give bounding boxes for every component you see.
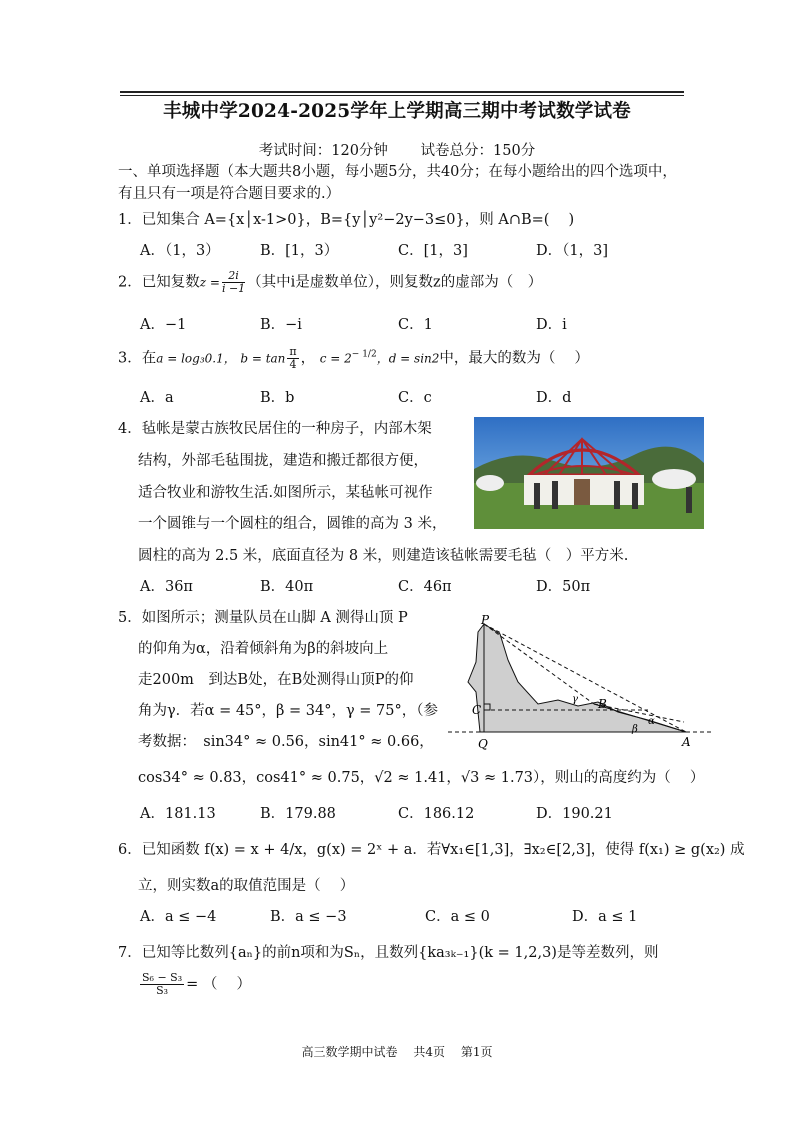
exam-time: 考试时间：120分钟 — [258, 143, 388, 159]
top-rule-thick — [120, 91, 684, 93]
q2-option-a: A．−1 — [140, 317, 187, 333]
q7-fraction: $\frac{\text{S₆ − S₃}}{\text{S₃}}$ — [142, 971, 183, 997]
q6-option-b: B．a ≤ −3 — [270, 909, 347, 925]
question-5-line-1: 5．如图所示；测量队员在山脚 A 测得山顶 P — [118, 610, 408, 626]
mountain-diagram — [448, 612, 714, 752]
page-title: 丰城中学2024-2025学年上学期高三期中考试数学试卷 — [163, 101, 631, 122]
q3-option-d: D．d — [536, 390, 572, 406]
label-Q: Q — [478, 737, 488, 751]
q6-option-a: A．a ≤ −4 — [140, 909, 217, 925]
question-4-line-5: 圆柱的高为 2.5 米，底面直径为 8 米，则建造该毡帐需要毛毡（ ）平方米. — [138, 548, 629, 564]
label-A: A — [682, 735, 691, 749]
question-4-line-2: 结构，外部毛毡围拢，建造和搬迁都很方便， — [138, 453, 428, 469]
question-2-stem: 2．已知复数z = $\frac{2i}{i -1}$ （其中i是虚数单位），则复数z的虚部为（ ） — [118, 269, 543, 295]
label-B: B — [598, 697, 607, 711]
question-3-stem: 3．在a = log₃0.1， b = tan $\frac{\pi}{4}$ ， $c = 2^{- 1/2}$，d = sin2中，最大的数为（ ） — [118, 345, 590, 371]
label-alpha: α — [648, 716, 655, 727]
q6-option-c: C．a ≤ 0 — [425, 909, 490, 925]
q3-fraction: $\frac{\pi}{4}$ — [289, 345, 297, 371]
question-1-stem: 1．已知集合 A={x│x-1>0}，B={y│y²−2y−3≤0}，则 A∩B=( ) — [118, 212, 575, 228]
q6-option-d: D．a ≤ 1 — [572, 909, 638, 925]
question-6-line-2: 立，则实数a的取值范围是（ ） — [138, 878, 355, 894]
q4-option-c: C．46π — [398, 579, 452, 595]
q4-option-b: B．40π — [260, 579, 314, 595]
question-4-line-4: 一个圆锥与一个圆柱的组合，圆锥的高为 3 米， — [138, 516, 447, 532]
question-5-line-3: 走200m 到达B处，在B处测得山顶P的仰 — [138, 672, 414, 688]
question-7-line-1: 7．已知等比数列{aₙ}的前n项和为Sₙ，且数列{ka₃ₖ₋₁}(k = 1,2,3)是等差数列，则 — [118, 945, 659, 961]
section1-header: 一、单项选择题（本大题共8小题，每小题5分，共40分；在每小题给出的四个选项中，有且只有一项是符合题目要求的.） — [118, 164, 677, 202]
q1-option-b: B．[1，3） — [260, 243, 339, 259]
total-score: 试卷总分：150分 — [420, 143, 536, 159]
q3-option-c: C．c — [398, 390, 432, 406]
page-footer: 高三数学期中试卷 共4页 第1页 — [301, 1045, 493, 1059]
q5-option-c: C．186.12 — [398, 806, 475, 822]
q1-option-a: A．（1，3） — [140, 243, 220, 259]
question-4-line-1: 4．毡帐是蒙古族牧民居住的一种房子，内部木架 — [118, 421, 432, 437]
question-5-line-6: cos34° ≈ 0.83，cos41° ≈ 0.75，√2 ≈ 1.41，√3 ≈ 1.73），则山的高度约为（ ） — [138, 770, 705, 786]
question-5-line-4: 角为γ．若α = 45°，β = 34°，γ = 75°，（参 — [138, 703, 438, 719]
q3-option-a: A．a — [140, 390, 174, 406]
q2-option-d: D．i — [536, 317, 567, 333]
q2-fraction: $\frac{2i}{i -1}$ — [221, 269, 246, 295]
q3-option-b: B．b — [260, 390, 295, 406]
question-4-line-3: 适合牧业和游牧生活.如图所示，某毡帐可视作 — [138, 485, 433, 501]
q5-option-d: D．190.21 — [536, 806, 613, 822]
q5-option-a: A．181.13 — [140, 806, 216, 822]
label-beta: β — [632, 724, 638, 735]
q4-option-d: D．50π — [536, 579, 591, 595]
top-rule-thin — [120, 95, 684, 96]
exam-info — [0, 139, 794, 160]
question-5-line-5: 考数据： sin34° ≈ 0.56，sin41° ≈ 0.66， — [138, 734, 434, 750]
label-C: C — [472, 703, 482, 717]
q2-option-b: B．−i — [260, 317, 302, 333]
q4-option-a: A．36π — [140, 579, 193, 595]
label-P: P — [481, 613, 490, 627]
question-6-line-1: 6．已知函数 f(x) = x + 4/x，g(x) = 2ˣ + a．若∀x₁∈[1,3]，∃x₂∈[2,3]，使得 f(x₁) ≥ g(x₂) 成 — [118, 842, 745, 858]
q5-option-b: B．179.88 — [260, 806, 336, 822]
q1-option-c: C．[1，3] — [398, 243, 468, 259]
q2-option-c: C．1 — [398, 317, 433, 333]
question-5-line-2: 的仰角为α，沿着倾斜角为β的斜坡向上 — [138, 641, 389, 657]
question-7-line-2: $\frac{\text{S₆ − S₃}}{\text{S₃}}$ = （ ） — [142, 971, 251, 997]
label-gamma: γ — [572, 694, 578, 705]
yurt-photo — [474, 417, 704, 529]
q1-option-d: D．（1，3] — [536, 243, 608, 259]
